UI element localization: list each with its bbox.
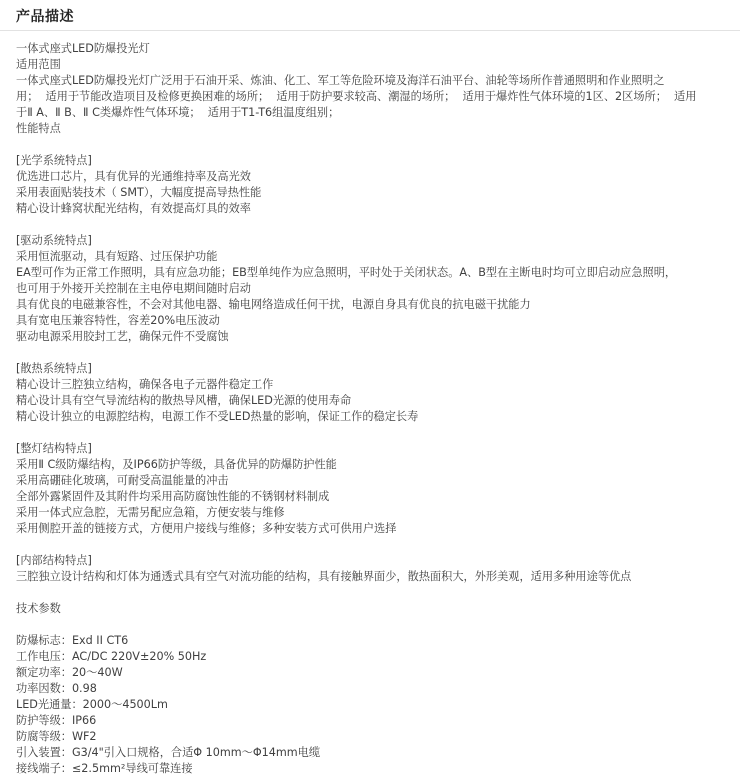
description-line: 于Ⅱ A、Ⅱ B、Ⅱ C类爆炸性气体环境； 适用于T1-T6组温度组别； [16, 106, 340, 119]
description-line: 全部外露紧固件及其附件均采用高防腐蚀性能的不锈钢材料制成 [16, 490, 330, 503]
description-line: 采用表面贴装技术（ SMT），大幅度提高导热性能 [16, 186, 262, 199]
description-line: 优选进口芯片，具有优异的光通维持率及高光效 [16, 170, 251, 183]
description-line: 精心设计具有空气导流结构的散热导风槽，确保LED光源的使用寿命 [16, 394, 352, 407]
description-line: 采用高硼硅化玻璃，可耐受高温能量的冲击 [16, 474, 229, 487]
description-line: 接线端子：≤2.5mm²导线可靠连接 [16, 762, 193, 775]
description-line: 技术参数 [16, 602, 61, 615]
description-line: 防爆标志：Exd II CT6 [16, 634, 129, 647]
description-line: 具有优良的电磁兼容性，不会对其他电器、输电网络造成任何干扰，电源自身具有优良的抗电磁干扰能力 [16, 298, 531, 311]
blank-line [16, 137, 728, 153]
description-body [16, 41, 728, 777]
description-line: 适用范围 [16, 58, 61, 71]
description-line: EA型可作为正常工作照明，具有应急功能；EB型单纯作为应急照明，平时处于关闭状态。A、B型在主断电时均可立即启动应急照明， [16, 266, 677, 279]
description-line: LED光通量：2000～4500Lm [16, 698, 168, 711]
description-line: 采用恒流驱动，具有短路、过压保护功能 [16, 250, 218, 263]
description-line: 采用一体式应急腔，无需另配应急箱，方便安装与维修 [16, 506, 285, 519]
description-line: 性能特点 [16, 122, 61, 135]
description-line: [内部结构特点] [16, 554, 92, 567]
blank-line [16, 217, 728, 233]
description-line: 功率因数：0.98 [16, 682, 97, 695]
description-line: 引入装置：G3/4"引入口规格，合适Φ 10mm～Φ14mm电缆 [16, 746, 321, 759]
description-line: 采用Ⅱ C级防爆结构，及IP66防护等级，具备优异的防爆防护性能 [16, 458, 337, 471]
description-line: 具有宽电压兼容特性，容差20%电压波动 [16, 314, 220, 327]
description-line: 防护等级：IP66 [16, 714, 97, 727]
description-line: 防腐等级：WF2 [16, 730, 97, 743]
description-line: 工作电压：AC/DC 220V±20% 50Hz [16, 650, 207, 663]
description-line: 一体式座式LED防爆投光灯 [16, 42, 150, 55]
section-header [0, 0, 740, 31]
description-line: [整灯结构特点] [16, 442, 92, 455]
description-line: 精心设计三腔独立结构，确保各电子元器件稳定工作 [16, 378, 274, 391]
blank-line [16, 537, 728, 553]
description-line: 用； 适用于节能改造项目及检修更换困难的场所； 适用于防护要求较高、潮湿的场所； 适用于爆炸性气体环境的1区、2区场所； 适用 [16, 90, 697, 103]
description-line: [光学系统特点] [16, 154, 92, 167]
description-line: 精心设计蜂窝状配光结构，有效提高灯具的效率 [16, 202, 251, 215]
description-line: [驱动系统特点] [16, 234, 92, 247]
description-line: [散热系统特点] [16, 362, 92, 375]
blank-line [16, 585, 728, 601]
description-line: 一体式座式LED防爆投光灯广泛用于石油开采、炼油、化工、军工等危险环境及海洋石油平台、油轮等场所作普通照明和作业照明之 [16, 74, 665, 87]
description-line: 三腔独立设计结构和灯体为通透式具有空气对流功能的结构，具有接触界面少，散热面积大，外形美观，适用多种用途等优点 [16, 570, 632, 583]
blank-line [16, 345, 728, 361]
blank-line [16, 425, 728, 441]
description-line: 采用侧腔开盖的链接方式，方便用户接线与维修；多种安装方式可供用户选择 [16, 522, 397, 535]
description-line: 额定功率：20～40W [16, 666, 123, 679]
blank-line [16, 617, 728, 633]
description-line: 也可用于外接开关控制在主电停电期间随时启动 [16, 282, 251, 295]
description-line: 精心设计独立的电源腔结构，电源工作不受LED热量的影响，保证工作的稳定长寿 [16, 410, 419, 423]
description-line: 驱动电源采用胶封工艺，确保元件不受腐蚀 [16, 330, 229, 343]
section-title: 产品描述 [16, 9, 74, 25]
